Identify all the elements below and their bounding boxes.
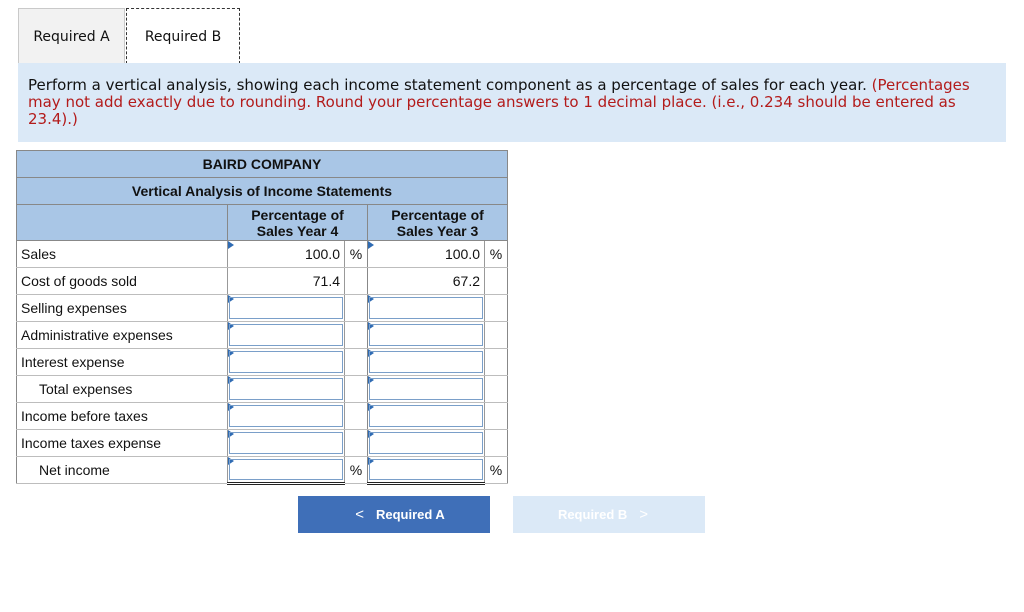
cogs-year3-input[interactable]: 67.2 [368, 268, 485, 295]
row-label: Sales [17, 241, 228, 268]
next-required-b-button[interactable] [513, 496, 705, 533]
table-row [17, 403, 508, 430]
admin-year4-input[interactable] [228, 322, 345, 349]
column-header-year3-line1: Percentage of [391, 206, 484, 223]
company-name: BAIRD COMPANY [17, 151, 508, 178]
sales-year3-input[interactable]: 100.0 [368, 241, 485, 268]
row-label: Income before taxes [17, 403, 228, 430]
percent-sign: % [485, 241, 508, 268]
cogs-year4-input[interactable]: 71.4 [228, 268, 345, 295]
net-income-year3-input[interactable] [368, 457, 485, 484]
next-button-label: Required B [557, 507, 628, 522]
row-label: Cost of goods sold [17, 268, 228, 295]
instruction-note: (Percentages may not add exactly due to rounding. Round your percentage answers to 1 decimal place. (i.e., 0.234 should be entered as 23.4).) [28, 76, 970, 128]
table-row [17, 430, 508, 457]
interest-year4-input[interactable] [228, 349, 345, 376]
income-taxes-year4-input[interactable] [228, 430, 345, 457]
table-row [17, 376, 508, 403]
percent-sign: % [485, 457, 508, 484]
row-label: Income taxes expense [17, 430, 228, 457]
selling-year4-input[interactable] [228, 295, 345, 322]
tab-required-b[interactable]: Required B [126, 8, 240, 64]
interest-year3-input[interactable] [368, 349, 485, 376]
row-label: Interest expense [17, 349, 228, 376]
column-header-year4 [228, 205, 368, 241]
table-row [17, 349, 508, 376]
chevron-right-icon: > [639, 506, 649, 523]
column-header-year4-line1: Percentage of [251, 206, 344, 223]
vertical-analysis-table [16, 150, 508, 485]
column-header-year3 [368, 205, 508, 241]
chevron-left-icon: < [355, 506, 364, 523]
percent-sign: % [345, 457, 368, 484]
income-taxes-year3-input[interactable] [368, 430, 485, 457]
income-before-taxes-year3-input[interactable] [368, 403, 485, 430]
prev-required-a-button[interactable] [298, 496, 490, 533]
instruction-panel [18, 63, 1006, 142]
sales-year4-input[interactable]: 100.0 [228, 241, 345, 268]
tab-bar [18, 8, 240, 64]
selling-year3-input[interactable] [368, 295, 485, 322]
instruction-text: Perform a vertical analysis, showing each income statement component as a percentage of sales for each year. [28, 76, 867, 94]
table-row [17, 322, 508, 349]
net-income-year4-input[interactable] [228, 457, 345, 484]
column-header-year3-line2: Sales Year 3 [396, 222, 479, 239]
column-header-year4-line2: Sales Year 4 [256, 222, 339, 239]
table-row [17, 457, 508, 484]
table-row [17, 268, 508, 295]
row-label: Net income [17, 457, 228, 484]
percent-sign: % [345, 241, 368, 268]
statement-title: Vertical Analysis of Income Statements [17, 178, 508, 205]
admin-year3-input[interactable] [368, 322, 485, 349]
table-row [17, 241, 508, 268]
income-before-taxes-year4-input[interactable] [228, 403, 345, 430]
input-marker-icon [228, 241, 234, 249]
total-expenses-year3-input[interactable] [368, 376, 485, 403]
table-row [17, 295, 508, 322]
total-expenses-year4-input[interactable] [228, 376, 345, 403]
row-label: Administrative expenses [17, 322, 228, 349]
row-label: Total expenses [17, 376, 228, 403]
row-label: Selling expenses [17, 295, 228, 322]
label-column-header [17, 205, 228, 241]
input-marker-icon [368, 241, 374, 249]
tab-required-a[interactable]: Required A [18, 8, 125, 64]
prev-button-label: Required A [375, 507, 445, 522]
